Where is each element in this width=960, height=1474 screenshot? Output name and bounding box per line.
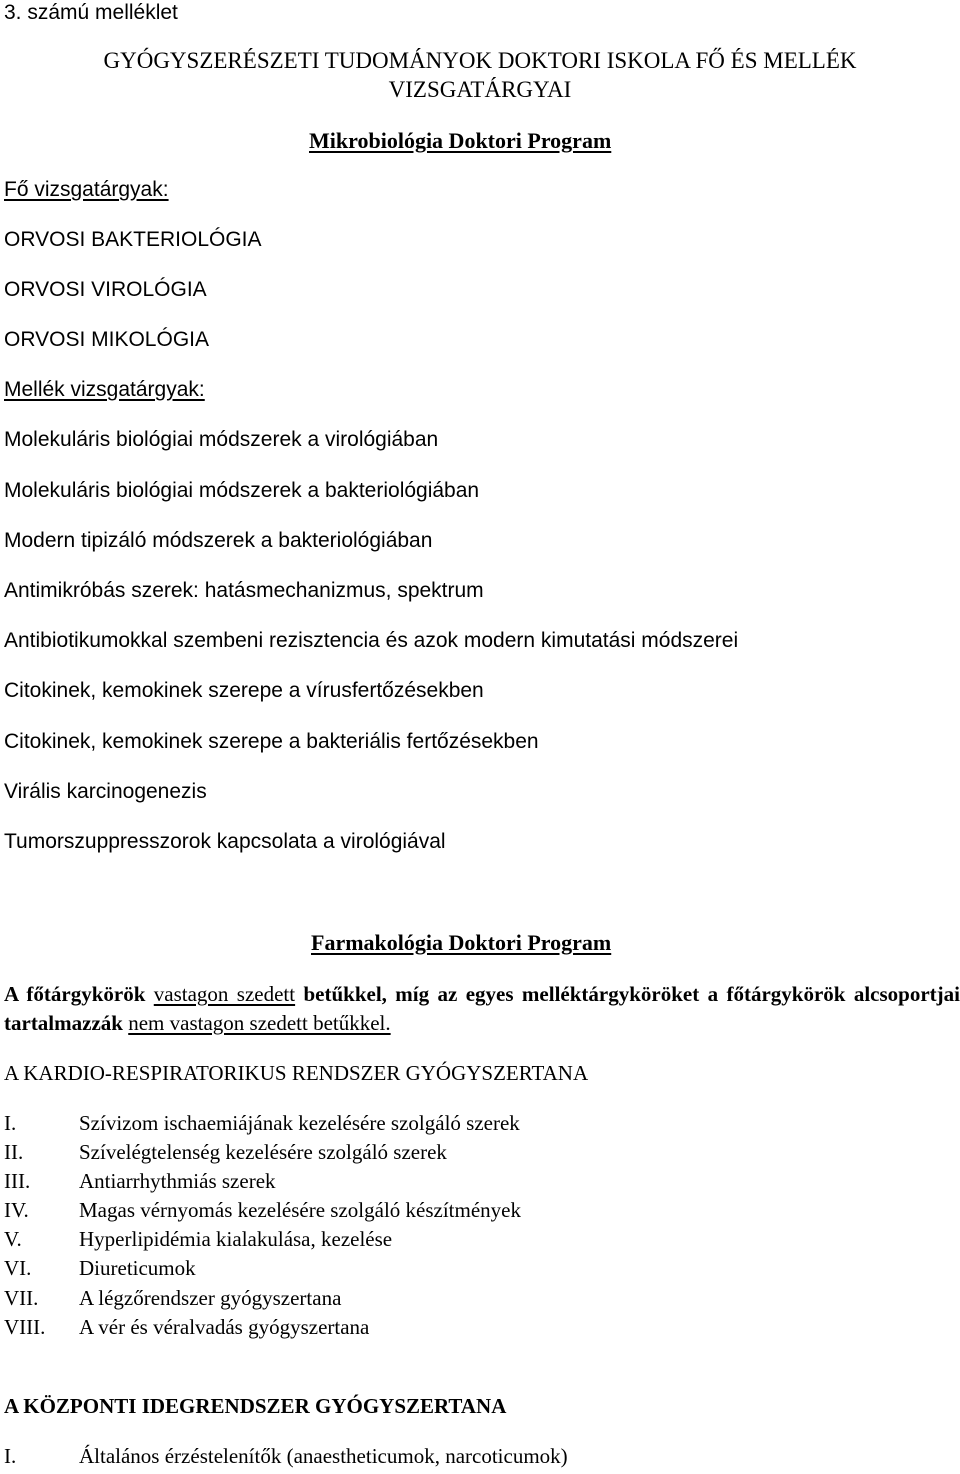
program-title-mikrobiologia: Mikrobiológia Doktori Program <box>309 128 612 153</box>
intro-text-bold: betűkkel, míg az egyes melléktárgyköröket a főtárgykörök alcsoportjai tartalmazzák <box>4 982 960 1035</box>
minor-subject-item: Modern tipizáló módszerek a bakteriológiában <box>4 529 433 552</box>
intro-text-underlined: vastagon szedett <box>153 982 296 1006</box>
minor-subject-item: Antimikróbás szerek: hatásmechanizmus, spektrum <box>4 579 484 602</box>
main-subject-item: ORVOSI BAKTERIOLÓGIA <box>4 228 262 251</box>
main-subject-item: ORVOSI VIROLÓGIA <box>4 278 207 301</box>
list-number: VI. <box>4 1256 32 1280</box>
list-item: Magas vérnyomás kezelésére szolgáló készítmények <box>79 1198 521 1222</box>
list-number: II. <box>4 1140 24 1164</box>
school-title-line1: GYÓGYSZERÉSZETI TUDOMÁNYOK DOKTORI ISKOLA FŐ ÉS MELLÉK <box>103 48 857 73</box>
list-number: I. <box>4 1111 17 1135</box>
minor-subject-item: Antibiotikumokkal szembeni rezisztencia és azok modern kimutatási módszerei <box>4 629 739 652</box>
minor-subject-item: Molekuláris biológiai módszerek a bakteriológiában <box>4 479 480 502</box>
list-item: Általános érzéstelenítők (anaestheticumok, narcoticumok) <box>79 1444 568 1468</box>
list-item: A vér és véralvadás gyógyszertana <box>79 1315 370 1339</box>
minor-subject-item: Citokinek, kemokinek szerepe a vírusfertőzésekben <box>4 679 484 702</box>
minor-subject-item: Citokinek, kemokinek szerepe a bakteriális fertőzésekben <box>4 730 539 753</box>
main-subject-item: ORVOSI MIKOLÓGIA <box>4 328 209 351</box>
program-title-farmakologia: Farmakológia Doktori Program <box>311 930 612 955</box>
section-title-kozponti: A KÖZPONTI IDEGRENDSZER GYÓGYSZERTANA <box>4 1394 507 1418</box>
intro-text-underlined: nem vastagon szedett betűkkel. <box>128 1011 391 1035</box>
intro-paragraph <box>4 980 960 1038</box>
minor-subjects-heading: Mellék vizsgatárgyak: <box>4 378 205 401</box>
main-subjects-heading: Fő vizsgatárgyak: <box>4 178 169 201</box>
minor-subject-item: Virális karcinogenezis <box>4 780 207 803</box>
list-item: Szívelégtelenség kezelésére szolgáló szerek <box>79 1140 447 1164</box>
list-number: IV. <box>4 1198 29 1222</box>
section-title-kardio: A KARDIO-RESPIRATORIKUS RENDSZER GYÓGYSZERTANA <box>4 1061 589 1085</box>
list-number: VII. <box>4 1286 39 1310</box>
list-item: Antiarrhythmiás szerek <box>79 1169 276 1193</box>
list-item: Hyperlipidémia kialakulása, kezelése <box>79 1227 393 1251</box>
list-item: Diureticumok <box>79 1256 196 1280</box>
minor-subject-item: Tumorszuppresszorok kapcsolata a virológiával <box>4 830 446 853</box>
intro-text-bold: A főtárgykörök <box>4 982 154 1006</box>
list-item: A légzőrendszer gyógyszertana <box>79 1286 342 1310</box>
minor-subject-item: Molekuláris biológiai módszerek a virológiában <box>4 428 439 451</box>
list-number: VIII. <box>4 1315 46 1339</box>
list-number: III. <box>4 1169 31 1193</box>
list-number: V. <box>4 1227 22 1251</box>
school-title-line2: VIZSGATÁRGYAI <box>388 77 572 102</box>
list-item: Szívizom ischaemiájának kezelésére szolgáló szerek <box>79 1111 520 1135</box>
list-number: I. <box>4 1444 17 1468</box>
annex-label: 3. számú melléklet <box>4 1 178 24</box>
